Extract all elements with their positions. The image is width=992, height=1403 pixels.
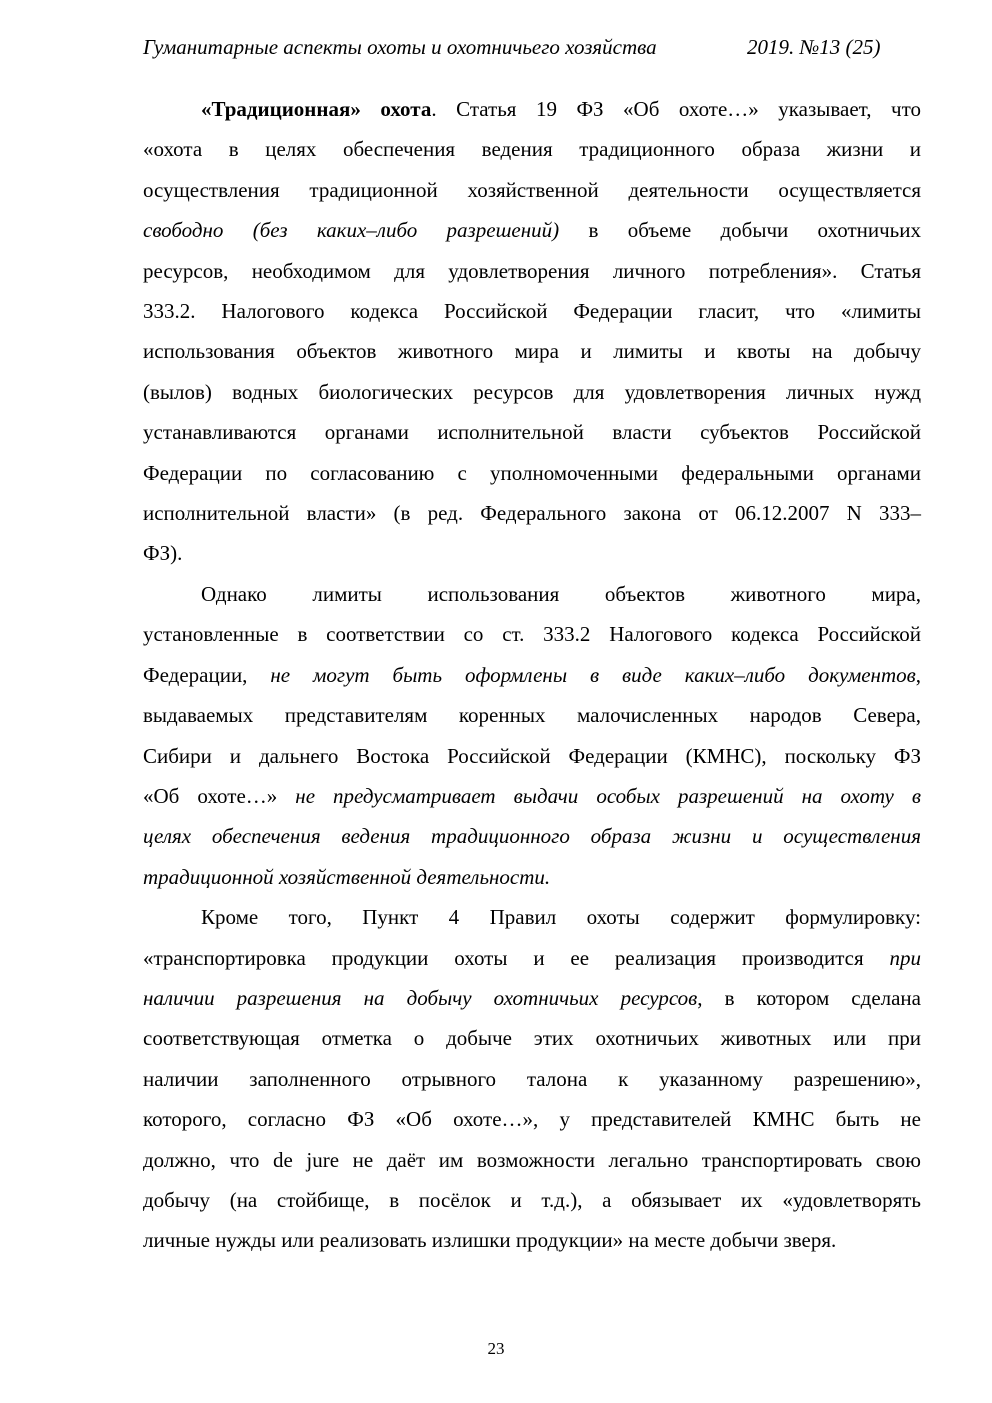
paragraph-1 [143, 89, 921, 574]
text-line [143, 372, 921, 412]
article-body [143, 89, 921, 1261]
text-run: исполнительной власти» (в ред. Федерального закона от 06.12.2007 N 333– [143, 501, 921, 526]
text-run: «Об охоте…» [143, 783, 296, 808]
text-run: использования объектов животного мира и лимиты и квоты на добычу [143, 339, 921, 364]
italic-text: традиционной хозяйственной деятельности. [143, 864, 551, 889]
text-line [143, 978, 921, 1018]
text-line [143, 816, 921, 856]
text-run: Федерации по согласованию с уполномоченными федеральными органами [143, 460, 921, 485]
text-run: должно, что de jure не даёт им возможности легально транспортировать свою [143, 1147, 921, 1172]
page-number: 23 [487, 1339, 505, 1358]
text-run: , в котором сделана [697, 985, 921, 1010]
text-run: (вылов) водных биологических ресурсов для удовлетворения личных нужд [143, 379, 921, 404]
text-line [143, 170, 921, 210]
italic-text: целях обеспечения ведения традиционного образа жизни и осуществления [143, 824, 921, 849]
text-run: Однако лимиты использования объектов животного мира, [201, 581, 921, 606]
text-run: 333.2. Налогового кодекса Российской Федерации гласит, что «лимиты [143, 299, 921, 324]
text-run: добычу (на стойбище, в посёлок и т.д.), а обязывает их «удовлетворять [143, 1187, 921, 1212]
running-header [143, 34, 895, 60]
text-line [143, 1099, 921, 1139]
text-line [143, 493, 921, 533]
text-line [143, 614, 921, 654]
italic-text: не могут быть оформлены в виде каких–либо документов [270, 662, 916, 687]
text-run: соответствующая отметка о добыче этих охотничьих животных или при [143, 1026, 921, 1051]
text-line [143, 897, 921, 937]
text-line [143, 453, 921, 493]
text-line [143, 857, 921, 897]
paragraph-3 [143, 897, 921, 1261]
text-run: ФЗ). [143, 541, 183, 566]
text-run: Сибири и дальнего Востока Российской Федерации (КМНС), поскольку ФЗ [143, 743, 921, 768]
text-line [143, 1220, 921, 1260]
text-line [143, 89, 921, 129]
text-run: «транспортировка продукции охоты и ее реализация производится [143, 945, 890, 970]
text-line [143, 1180, 921, 1220]
text-run: которого, согласно ФЗ «Об охоте…», у представителей КМНС быть не [143, 1107, 921, 1132]
text-line [143, 129, 921, 169]
italic-text: свободно (без каких–либо разрешений) [143, 218, 560, 243]
text-run: устанавливаются органами исполнительной власти субъектов Российской [143, 420, 921, 445]
text-line [143, 736, 921, 776]
italic-text: при [889, 945, 921, 970]
text-run: , [915, 662, 921, 687]
text-line [143, 655, 921, 695]
text-run: Кроме того, Пункт 4 Правил охоты содержит формулировку: [201, 905, 921, 930]
text-line [143, 251, 921, 291]
text-run: наличии заполненного отрывного талона к указанному разрешению», [143, 1066, 921, 1091]
text-line [143, 695, 921, 735]
text-run: выдаваемых представителям коренных малочисленных народов Севера, [143, 703, 921, 728]
text-line [143, 1018, 921, 1058]
text-run: «охота в целях обеспечения ведения традиционного образа жизни и [143, 137, 921, 162]
text-run: личные нужды или реализовать излишки продукции» на месте добычи зверя. [143, 1228, 837, 1253]
text-run: . Статья 19 ФЗ «Об охоте…» указывает, что [431, 97, 921, 121]
text-line [143, 776, 921, 816]
text-line [143, 1140, 921, 1180]
text-line [143, 574, 921, 614]
text-line [143, 210, 921, 250]
text-line [143, 331, 921, 371]
issue-number: 2019. №13 (25) [747, 35, 881, 59]
text-line [143, 938, 921, 978]
text-line [143, 1059, 921, 1099]
text-line [143, 412, 921, 452]
italic-text: наличии разрешения на добычу охотничьих ресурсов [143, 985, 698, 1010]
italic-text: не предусматривает выдачи особых разрешений на охоту в [295, 783, 921, 808]
text-run: в объеме добычи охотничьих [559, 218, 921, 243]
text-run: осуществления традиционной хозяйственной деятельности осуществляется [143, 177, 921, 202]
paragraph-2 [143, 574, 921, 897]
text-line [143, 291, 921, 331]
text-run: установленные в соответствии со ст. 333.2 Налогового кодекса Российской [143, 622, 921, 647]
text-run: ресурсов, необходимом для удовлетворения личного потребления». Статья [143, 258, 921, 283]
text-line [143, 533, 921, 573]
bold-text: «Традиционная» охота [201, 97, 432, 121]
text-run: Федерации, [143, 662, 271, 687]
journal-title: Гуманитарные аспекты охоты и охотничьего хозяйства [143, 35, 657, 59]
